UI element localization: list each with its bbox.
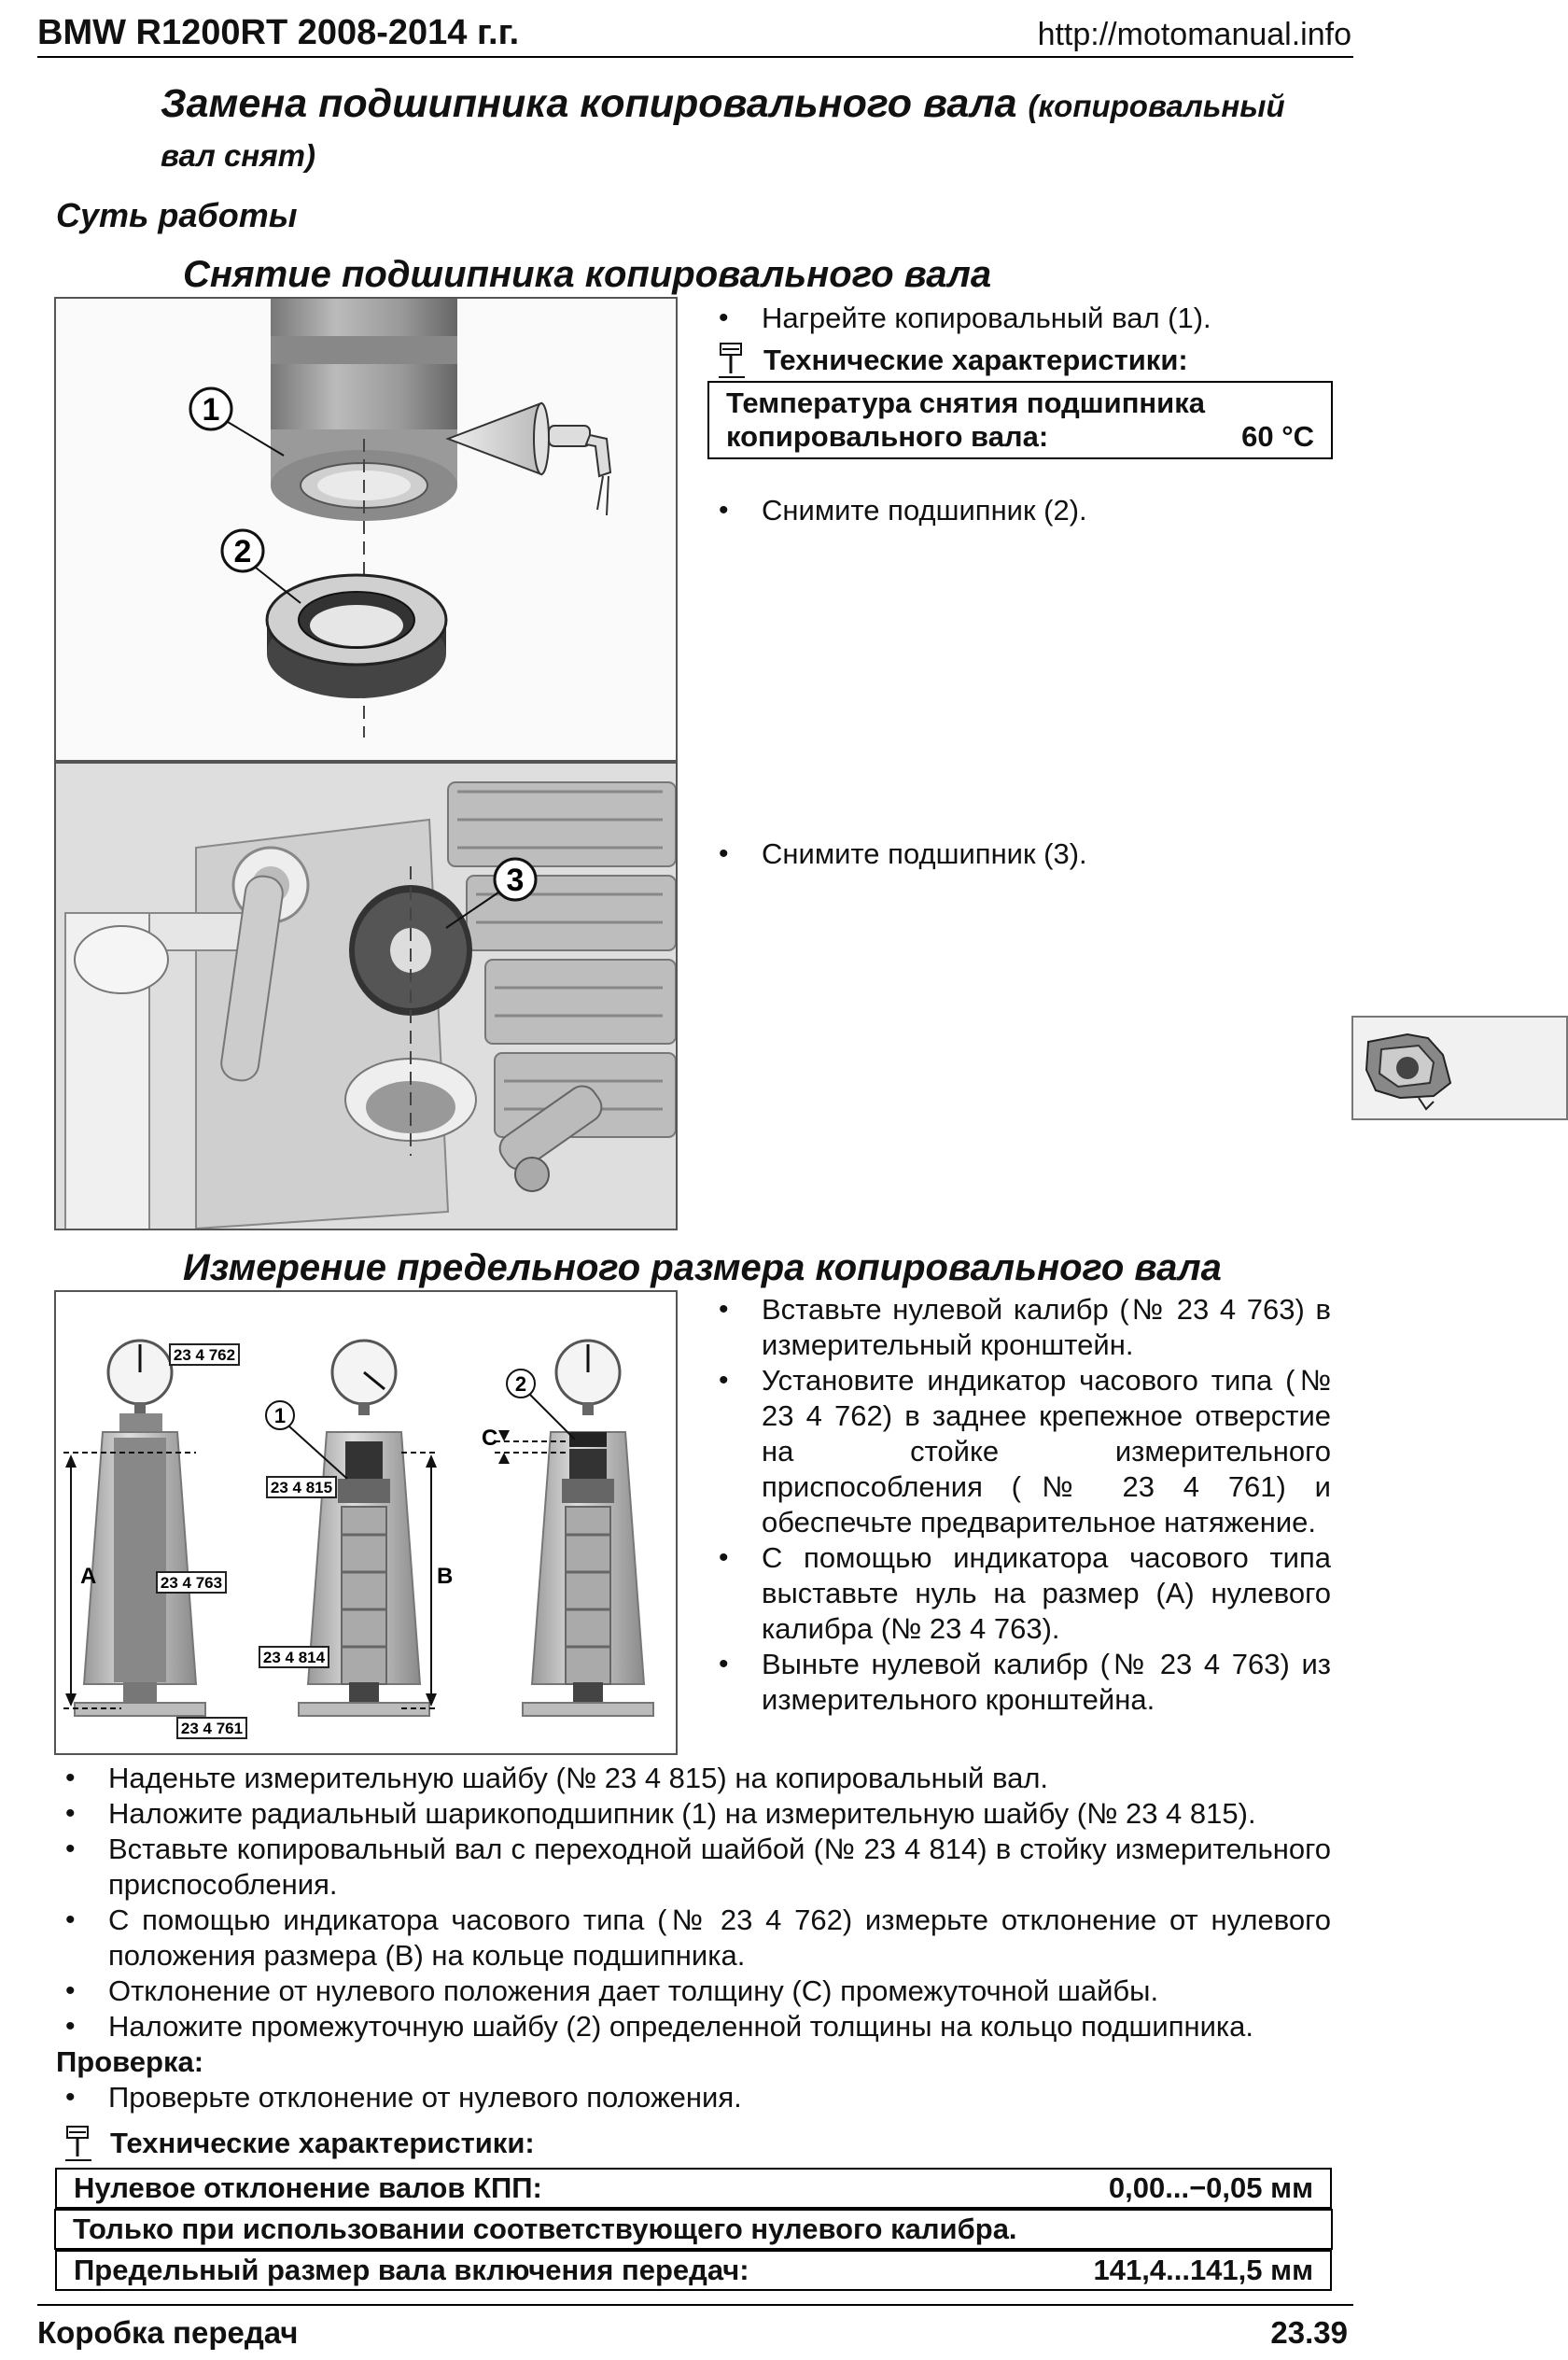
spec-row [55,2210,1332,2249]
measure-step-2: • Установите индикатор часового типа (№ 23 4 762) в заднее крепежное отверстие на стойке измерительного приспособления (№ 23 4 761) и обеспечьте предварительное натяжение. [709,1363,1331,1540]
source-url[interactable]: http://motomanual.info [1037,17,1351,52]
spec-removal-cell [708,382,1332,458]
footer-rule [37,2304,1353,2306]
spec-row [55,2249,1332,2291]
spec-row-label: Нулевое отклонение валов КПП: [74,2171,542,2204]
spec-table-measure [54,2168,1333,2291]
dimension-c: C [482,1426,498,1451]
callout-1-label: 1 [202,392,220,428]
page-title-main: Замена подшипника копировального вала [161,81,1017,126]
bullet-remove-bearing-3: • Снимите подшипник (3). [709,836,1378,872]
spec-heading-2-label: Технические характеристики: [110,2127,535,2159]
essence-heading: Суть работы [56,196,298,234]
measure-step-4: • Выньте нулевой калибр (№ 23 4 763) из измерительного кронштейна. [709,1647,1331,1718]
dimension-a: A [80,1564,97,1589]
spec-removal-label-1: Температура снятия подшипника [726,386,1205,419]
spec-row-value: 0,00...−0,05 мм [1108,2171,1313,2204]
tool-label-815: 23 4 815 [270,1479,333,1496]
measure-step-6: • Наложите радиальный шарикоподшипник (1) на измерительную шайбу (№ 23 4 815). [56,1796,1331,1832]
spec-heading-1 [717,342,1188,379]
spec-heading-2 [63,2125,535,2162]
diagram-callout-1: 1 [273,1404,287,1427]
spec-tool-icon [717,342,747,379]
measure-right-list [709,1292,1331,1718]
spec-heading-1-label: Технические характеристики: [763,344,1188,376]
measure-step-3: • С помощью индикатора часового типа выставьте нуль на размер (A) нулевого калибра (№ 23 4 763). [709,1540,1331,1647]
page-title [161,80,1337,179]
spec-row-label: Только при использовании соответствующего нулевого калибра. [73,2212,1017,2245]
measure-step-9: • Отклонение от нулевого положения дает толщину (C) промежуточной шайбы. [56,1974,1331,2009]
fixture-zero-gauge [75,1341,205,1716]
bullet-heat-shaft: • Нагрейте копировальный вал (1). [709,301,1378,336]
measure-step-10: • Наложите промежуточную шайбу (2) определенной толщины на кольцо подшипника. [56,2009,1331,2044]
header-rule [37,56,1353,58]
check-label: Проверка: [56,2045,204,2078]
check-step: • Проверьте отклонение от нулевого положения. [56,2080,1331,2115]
diagram-callout-2: 2 [514,1372,527,1396]
spec-removal-value: 60 °C [1241,420,1314,453]
figure-bearing-removal [54,297,678,762]
callout-2-label: 2 [233,534,252,569]
measure-heading: Измерение предельного размера копировального вала [183,1247,1222,1288]
measure-step-1: • Вставьте нулевой калибр (№ 23 4 763) в измерительный кронштейн. [709,1292,1331,1363]
measure-full-list [56,1761,1331,2115]
callout-3-label: 3 [506,863,525,898]
figure-measuring-fixture [54,1290,678,1755]
tool-label-762: 23 4 762 [173,1346,236,1364]
spec-row-label: Предельный размер вала включения передач: [74,2254,749,2286]
tool-label-763: 23 4 763 [160,1574,223,1592]
spec-row-value: 141,4...141,5 мм [1093,2254,1313,2286]
spec-tool-icon-2 [63,2125,93,2162]
gearbox-housing-illustration [56,764,676,1229]
gearbox-thumbnail-icon [1353,1018,1566,1118]
dimension-b: B [437,1564,454,1589]
bullet-remove-bearing-2: • Снимите подшипник (2). [709,493,1378,528]
page-title-sub: (копировальный вал снят) [161,89,1285,173]
measure-step-8: • С помощью индикатора часового типа (№ 23 4 762) измерьте отклонение от нулевого положения размера (B) на кольце подшипника. [56,1903,1331,1974]
section-thumb-tab[interactable] [1351,1016,1568,1120]
tool-label-761: 23 4 761 [180,1720,244,1737]
spec-table-removal [707,381,1333,459]
footer-section: Коробка передач [37,2315,299,2350]
spec-row [55,2168,1332,2210]
fixture-shim-measurement [523,1341,653,1716]
measure-step-5: • Наденьте измерительную шайбу (№ 23 4 815) на копировальный вал. [56,1761,1331,1796]
figure-housing-bearing [54,762,678,1230]
measure-step-7: • Вставьте копировальный вал с переходной шайбой (№ 23 4 814) в стойку измерительного приспособления. [56,1832,1331,1903]
tool-label-814: 23 4 814 [262,1649,326,1666]
measuring-fixture-diagram [56,1292,676,1753]
page-number: 23.39 [1270,2315,1348,2350]
camshaft-heating-illustration [56,299,676,760]
manual-title: BMW R1200RT 2008-2014 г.г. [37,13,520,52]
removal-heading: Снятие подшипника копировального вала [183,254,992,295]
spec-removal-label-2: копировального вала: [726,420,1049,453]
